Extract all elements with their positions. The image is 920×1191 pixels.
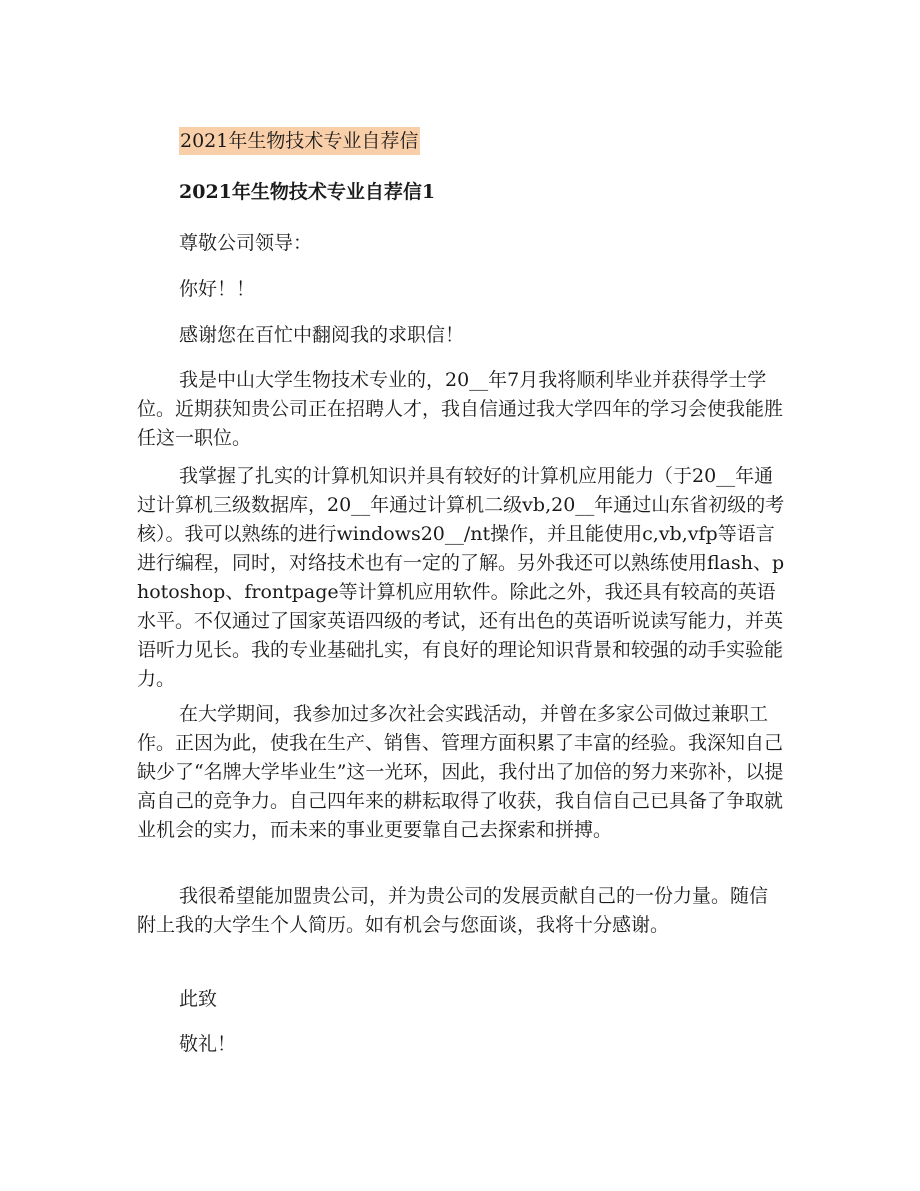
section-title: 2021年生物技术专业自荐信1	[179, 181, 436, 203]
closing-jingli: 敬礼！	[179, 1033, 237, 1055]
closing-cizhi: 此致	[179, 988, 218, 1010]
paragraph-closing-request: 我很希望能加盟贵公司，并为贵公司的发展贡献自己的一份力量。随信附上我的大学生个人简历。如有机会与您面谈，我将十分感谢。	[137, 885, 769, 936]
thanks-line: 感谢您在百忙中翻阅我的求职信！	[179, 324, 465, 346]
paragraph-experience: 在大学期间，我参加过多次社会实践活动，并曾在多家公司做过兼职工作。正因为此，使我在生产、销售、管理方面积累了丰富的经验。我深知自己缺少了“名牌大学毕业生”这一光环，因此，我付出了加倍的努力来弥补，以提高自己的竞争力。自己四年来的耕耘取得了收获，我自信自己已具备了争取就业机会的实力，而未来的事业更要靠自己去探索和拼搏。	[137, 703, 784, 841]
paragraph-skills: 我掌握了扎实的计算机知识并具有较好的计算机应用能力（于20__年通过计算机三级数据库，20__年通过计算机二级vb,20__年通过山东省初级的考核）。我可以熟练的进行windows20__/nt操作，并且能使用c,vb,vfp等语言进行编程，同时，对络技术也有一定的了解。另外我还可以熟练使用flash、photoshop、frontpage等计算机应用软件。除此之外，我还具有较高的英语水平。不仅通过了国家英语四级的考试，还有出色的英语听说读写能力，并英语听力见长。我的专业基础扎实，有良好的理论知识背景和较强的动手实验能力。	[137, 465, 785, 690]
salutation: 尊敬公司领导：	[179, 232, 313, 254]
paragraph-intro: 我是中山大学生物技术专业的，20__年7月我将顺利毕业并获得学士学位。近期获知贵公司正在招聘人才，我自信通过我大学四年的学习会使我能胜任这一职位。	[137, 369, 784, 449]
greeting: 你好！！	[179, 278, 256, 300]
document-title: 2021年生物技术专业自荐信	[179, 127, 420, 155]
